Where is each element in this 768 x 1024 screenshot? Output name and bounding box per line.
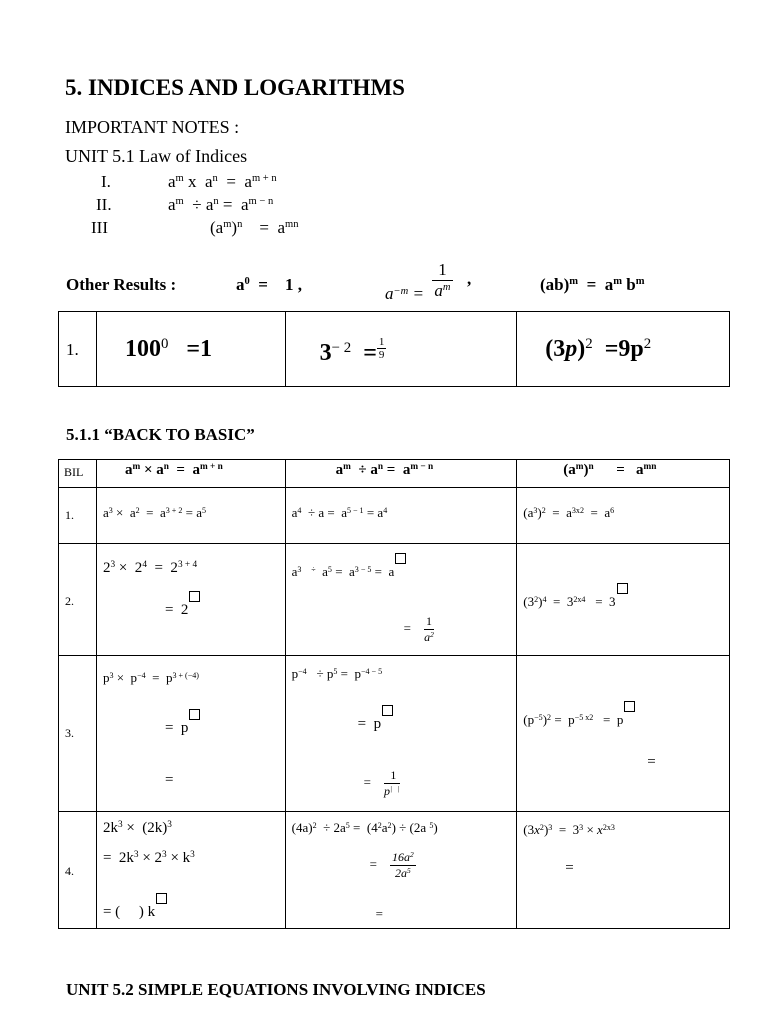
row2-multiply-step2: = 2 [165, 602, 200, 619]
law-3-expression: $(a^m)^n$ = $a^{mn}$ [210, 218, 299, 237]
row-number: 2. [65, 594, 74, 608]
answer-box[interactable] [189, 709, 200, 720]
answer-box[interactable] [395, 553, 406, 564]
header-power-law: $(a^m)^n$ = $a^{mn}$ [563, 461, 657, 478]
law-2-number: II. [96, 195, 112, 214]
example-cell-3 [517, 312, 730, 387]
law-2-expression: $a^m \div a^n = a^{m - n}$ [168, 195, 274, 214]
row3-multiply-step1: $p^3 \times p^{-4} = p^{3 + (-4)}$ [102, 670, 199, 685]
law-1-expression: $a^m$ x $a^n = a^{m + n}$ [168, 172, 277, 191]
header-divide-law: $a^m \div a^n = a^{m - n}$ [335, 461, 434, 478]
row3-power-step2: = [647, 754, 656, 770]
example-row-number-cell [59, 312, 97, 387]
row1-power: $(a^3)^2 = a^{3x2} = a^6$ [523, 505, 615, 520]
other-result-negative-power: $a^{-m}$ = $\frac{1}{a^m}$ , [385, 260, 472, 304]
example-cell-1 [96, 312, 285, 387]
unit-5-2-heading: UNIT 5.2 SIMPLE EQUATIONS INVOLVING INDICES [66, 980, 486, 999]
example-table [58, 311, 730, 387]
row3-power-step1: $(p^{-5})^2 = p^{-5 x2} = p$ [523, 712, 635, 728]
row2-multiply-step1: $2^3 \times 2^4 = 2^{3 + 4}$ [102, 559, 198, 576]
row-number: 3. [65, 726, 74, 740]
row3-multiply-step2: = p [165, 720, 200, 737]
other-results-label: Other Results : [66, 275, 177, 294]
row3-divide-step1: $p^{-4} \div p^5 = p^{-4 - 5}$ [291, 666, 383, 681]
section-5-1-1-heading: 5.1.1 “BACK TO BASIC” [66, 425, 255, 444]
table-row [59, 488, 730, 544]
other-result-zero-power: $a^0$ = 1 , [236, 275, 302, 294]
unit-5-1-heading: UNIT 5.1 Law of Indices [65, 146, 248, 166]
table-row [59, 544, 730, 656]
row4-divide-step2: = $\frac{16a^2}{2a^5}$ [369, 849, 414, 880]
answer-box[interactable] [189, 591, 200, 602]
page-title: 5. INDICES AND LOGARITHMS [65, 75, 405, 100]
answer-box[interactable] [156, 893, 167, 904]
row4-power-step2: = [565, 860, 574, 876]
example-product-power: $(3p)^2 =9p^2$ [545, 335, 652, 362]
row-number: 4. [65, 864, 74, 878]
law-3-number: III [91, 218, 108, 237]
row2-divide-step1: $a^3$ ÷ $a^5 = a^{3 - 5} = a$ [292, 564, 407, 580]
row-number: 1. [65, 508, 74, 522]
table-row [59, 812, 730, 929]
table-header-row [59, 460, 730, 488]
answer-box[interactable] [624, 701, 635, 712]
row1-divide: $a^4 \div a = a^{5 - 1} = a^4$ [291, 505, 388, 520]
back-to-basic-table [58, 459, 730, 929]
row3-divide-step2: = p [358, 716, 393, 733]
table-row [59, 656, 730, 812]
row4-power-step1: $(3x^2)^3 = 3^3 \times x^{2x3}$ [523, 822, 615, 837]
row4-multiply-step1: $2k^3 \times (2k)^3$ [102, 819, 172, 836]
row4-divide-step3: = [375, 906, 383, 921]
row4-divide-step1: $(4a)^2 \div 2a^5 = (4^2a^2) \div (2a$ $^5$) [291, 820, 438, 835]
row2-power: $(3^2)^4 = 3^{2x4} = 3$ [523, 594, 627, 610]
answer-box[interactable] [382, 705, 393, 716]
example-negative-power: $3^{- 2}$ = $\frac{1}{9}$ [319, 336, 385, 366]
row3-multiply-step3: = [164, 772, 174, 788]
row2-divide-step2: = $\frac{1}{a^2}$ [403, 614, 434, 644]
important-notes-heading: IMPORTANT NOTES : [65, 117, 240, 137]
law-1-number: I. [101, 172, 111, 191]
row3-divide-step3: = $\frac{1}{p^{| |}}$ [363, 768, 400, 798]
example-cell-2 [285, 312, 517, 387]
example-zero-power: $100^0 =1$ [124, 335, 213, 362]
answer-box[interactable] [617, 583, 628, 594]
other-result-product-power: $(ab)^m = a^m$ $b^m$ [540, 275, 645, 294]
row1-multiply: $a^3 \times a^2 = a^{3 + 2} = a^5$ [102, 505, 206, 520]
header-multiply-law: $a^m \times a^n = a^{m + n}$ [124, 461, 223, 478]
row4-multiply-step3: = ( ) k [103, 904, 167, 921]
example-row-number: 1. [66, 340, 79, 359]
row4-multiply-step2: = $2k^3 \times 2^3 \times k^3$ [102, 849, 195, 866]
bil-header: BIL [64, 465, 84, 479]
